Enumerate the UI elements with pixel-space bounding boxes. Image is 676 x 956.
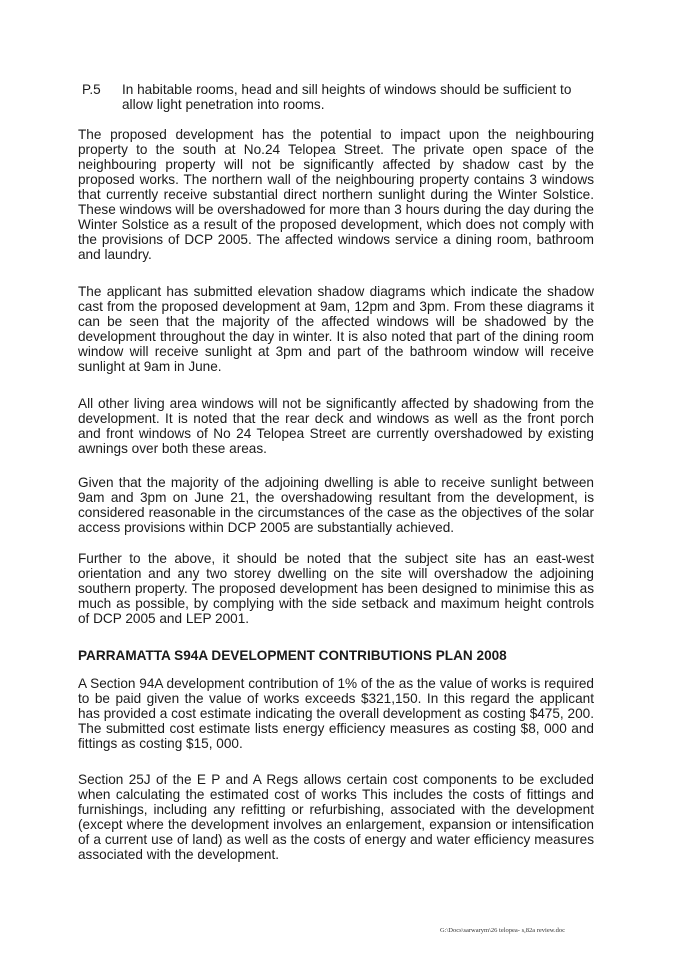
clause-text: In habitable rooms, head and sill heights of windows should be sufficient to allow light penetration into rooms. [122, 82, 572, 112]
paragraph-sunlight-reasonable: Given that the majority of the adjoining dwelling is able to receive sunlight between 9am and 3pm on June 21, the overshadowing resultant from the development, is considered reasonable in the circumstances of the case as the objectives of the solar access provisions within DCP 2005 are substantially achieved. [78, 475, 594, 535]
paragraph-shadow-diagrams: The applicant has submitted elevation shadow diagrams which indicate the shadow cast from the proposed development at 9am, 12pm and 3pm. From these diagrams it can be seen that the majority of the affected windows will be shadowed by the development throughout the day in winter. It is also noted that part of the dining room window will receive sunlight at 3pm and part of the bathroom window will receive sunlight at 9am in June. [78, 284, 594, 374]
paragraph-site-orientation: Further to the above, it should be noted that the subject site has an east-west orientation and any two storey dwelling on the site will overshadow the adjoining southern property. The proposed development has been designed to minimise this as much as possible, by complying with the side setback and maximum height controls of DCP 2005 and LEP 2001. [78, 551, 594, 626]
paragraph-living-area-windows: All other living area windows will not be significantly affected by shadowing from the development. It is noted that the rear deck and windows as well as the front porch and front windows of No 24 Telopea Street are currently overshadowed by existing awnings over both these areas. [78, 396, 594, 456]
paragraph-overshadowing-impact: The proposed development has the potential to impact upon the neighbouring property to the south at No.24 Telopea Street. The private open space of the neighbouring property will not be significantly affected by shadow cast by the proposed works. The northern wall of the neighbouring property contains 3 windows that currently receive substantial direct northern sunlight during the Winter Solstice. These windows will be overshadowed for more than 3 hours during the day during the Winter Solstice as a result of the proposed development, which does not comply with the provisions of DCP 2005. The affected windows service a dining room, bathroom and laundry. [78, 127, 594, 262]
clause-number: P.5 [82, 82, 101, 97]
clause-p5 [82, 82, 602, 112]
section-heading: PARRAMATTA S94A DEVELOPMENT CONTRIBUTIONS PLAN 2008 [78, 648, 507, 663]
paragraph-contribution-amount: A Section 94A development contribution of 1% of the as the value of works is required to be paid given the value of works exceeds $321,150. In this regard the applicant has provided a cost estimate indicating the overall development as costing $475, 200. The submitted cost estimate lists energy efficiency measures as costing $8, 000 and fittings as costing $15, 000. [78, 676, 594, 751]
file-path-footer: G:\Docs\sarwarym\26 telopea- s,82a review.doc [440, 927, 566, 934]
paragraph-section-25j: Section 25J of the E P and A Regs allows certain cost components to be excluded when calculating the estimated cost of works This includes the costs of fittings and furnishings, including any refitting or refurbishing, associated with the development (except where the development involves an enlargement, expansion or intensification of a current use of land) as well as the costs of energy and water efficiency measures associated with the development. [78, 772, 594, 862]
